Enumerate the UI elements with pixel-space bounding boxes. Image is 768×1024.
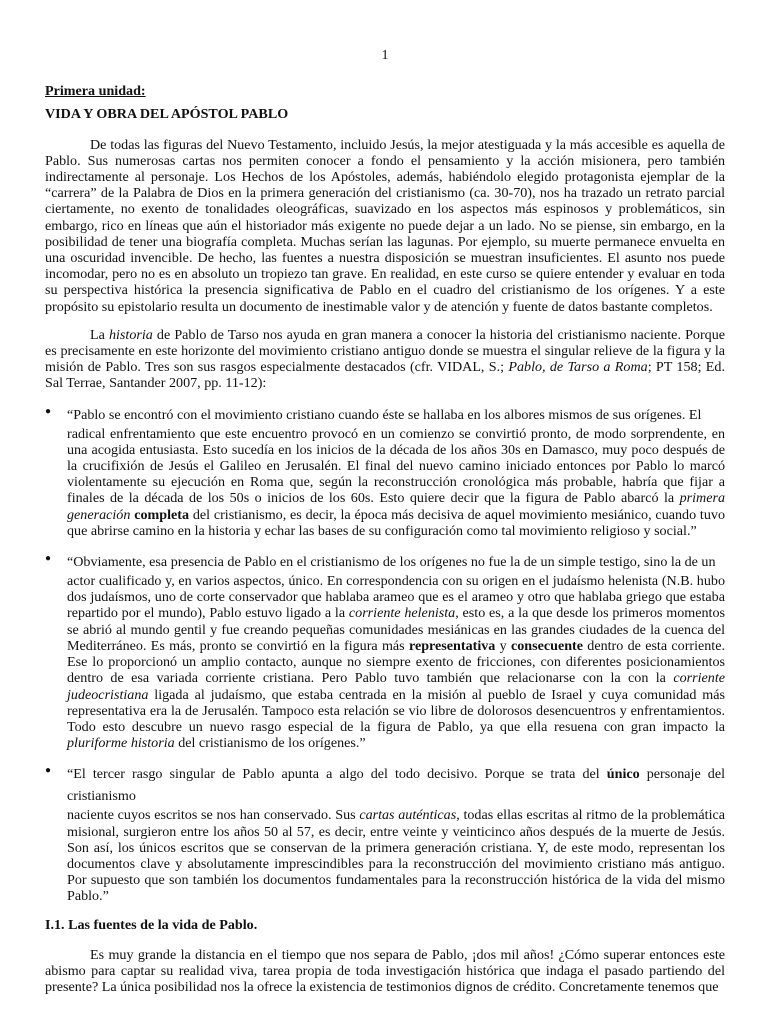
book-title-citation: Pablo, de Tarso a Roma xyxy=(508,359,648,376)
text-run: La xyxy=(90,326,109,343)
intro-paragraph: De todas las figuras del Nuevo Testamento, incluido Jesús, la mejor atestiguada y la más accesible es aquella de Pablo. Sus numerosas cartas nos permiten conocer a fondo el pensamiento y la acción misionera, pero también indirectamente al personaje. Los Hechos de los Apóstoles, además, habiéndolo elegido protagonista ejemplar de la “carrera” de la Palabra de Dios en la primera generación del cristianismo (ca. 30-70), nos ha trazado un retrato parcial ciertamente, no exento de tonalidades oleográficas, suavizado en los aspectos más espinosos y problemáticos, sin embargo, rico en líneas que aún el historiador más exigente no puede dejar a un lado. No se piense, sin embargo, en la posibilidad de tener una biografía completa. Muchas serían las lagunas. Por ejemplo, su muerte permanece envuelta en una oscuridad invencible. De hecho, las fuentes a nuestra disposición se muestran insuficientes. El asunto nos puede incomodar, pero no es en absoluto un tropiezo tan grave. En realidad, en este curso se quiere entender y evaluar en toda su perspectiva histórica la presencia significativa de Pablo en el cuadro del cristianismo de los orígenes. Y a este propósito su epistolario resulta un documento de inestimable valor y de atención y fuente de datos bastante completos. xyxy=(45,136,725,315)
text-run: del cristianismo de los orígenes.” xyxy=(174,735,366,752)
text-run: “El tercer rasgo singular de Pablo apunta a algo del todo decisivo. Porque se trata del xyxy=(67,766,607,783)
italic-term: pluriforme historia xyxy=(67,735,175,752)
bullet-icon: ● xyxy=(45,405,52,417)
document-title: VIDA Y OBRA DEL APÓSTOL PABLO xyxy=(45,106,289,123)
text-run: naciente cuyos escritos se nos han conservado. Sus xyxy=(67,807,360,824)
section-heading: I.1. Las fuentes de la vida de Pablo. xyxy=(45,916,258,933)
bullet-icon: ● xyxy=(45,553,52,565)
text-run: , esto es, a la que desde los primeros momentos se abrió al mundo gentil y fue creando pequeñas comunidades mesiánicas en las grandes ciudades de la cuenca del Mediterráneo. Es más, pronto se convirtió en la figura más xyxy=(67,605,725,654)
italic-term: cartas auténticas xyxy=(359,807,457,824)
italic-term: corriente helenista xyxy=(348,605,456,622)
quote-item-second xyxy=(45,551,725,751)
bold-term: representativa xyxy=(408,637,496,654)
italic-term-historia: historia xyxy=(108,326,153,343)
quote-item-third xyxy=(45,763,725,904)
page-number: 1 xyxy=(381,47,389,63)
unit-heading: Primera unidad: xyxy=(45,83,146,100)
quote-lead-line: “Pablo se encontró con el movimiento cristiano cuando éste se hallaba en los albores mismos de sus orígenes. El xyxy=(67,406,702,423)
quote-body xyxy=(67,426,725,539)
text-run: actor cualificado y, en varios aspectos, único. En correspondencia con su origen en el judaísmo helenista (N.B. hubo dos judaísmos, uno de corte conservador que hablaba arameo que es el arameo y otro que hablaba griego que estaba repartido por el mundo), Pablo estuvo ligado a la xyxy=(67,573,725,622)
text-run: de Pablo de Tarso nos ayuda en gran manera a conocer la historia del cristianismo naciente. Porque es precisamente en este horizonte del movimiento cristiano antiguo donde se muestra el singular relieve de la figura y la misión de Pablo. Tres son sus rasgos especialmente destacados (cfr. VIDAL, S.; xyxy=(45,326,725,376)
history-paragraph xyxy=(45,327,725,392)
text-run: dentro de esta corriente. Ese lo proporcionó un amplio contacto, aunque no siempre exento de fricciones, con diferentes posicionamientos dentro de esa variada corriente cristiana. Pero Pablo tuvo también que relacionarse con la con la xyxy=(67,637,725,687)
text-run: del cristianismo, es decir, la época más decisiva de aquel movimiento mesiánico, cuando tuvo que abrirse camino en la historia y echar las bases de su configuración como tal movimiento religioso y social.” xyxy=(67,506,725,539)
text-run: radical enfrentamiento que este encuentro provocó en un comienzo se convirtió pronto, de modo sorprendente, en una acogida entusiasta. Esto sucedía en los inicios de la década de los años 30s en Damasco, muy poco después de la crucifixión de Jesús el Galileo en Jerusalén. El final del nuevo camino iniciado entonces por Pablo lo marcó violentamente su ejecución en Roma que, según la reconstrucción cronológica más probable, habría que fijar a finales de la década de los 50s o inicios de los 60s. Esto quiere decir que la figura de Pablo abarcó la xyxy=(67,425,725,507)
sources-paragraph: Es muy grande la distancia en el tiempo que nos separa de Pablo, ¡dos mil años! ¿Cómo superar entonces este abismo para captar su realidad viva, tarea propia de toda investigación histórica que indaga el pasado partiendo del presente? La única posibilidad nos la ofrece la existencia de testimonios dignos de crédito. Concretamente tenemos que xyxy=(45,946,725,996)
quote-lead-line xyxy=(67,763,725,807)
text-run: personaje del cristianismo xyxy=(67,766,725,805)
text-run: , todas ellas escritas al ritmo de la problemática misional, surgieron entre los años 50 al 57, es decir, entre veinte y veinticinco años después de la muerte de Jesús. Son así, los únicos escritos que se conservan de la primera generación cristiana. Y, de este modo, representan los documentos clave y absolutamente imprescindibles para la reconstrucción del movimiento cristiano más antiguo. Por supuesto que son también los documentos fundamentales para la reconstrucción histórica de la vida del mismo Pablo.” xyxy=(67,807,725,905)
bold-term: consecuente xyxy=(510,637,583,654)
italic-term: primera generación xyxy=(67,490,725,523)
quote-list xyxy=(45,404,725,905)
bold-term: único xyxy=(606,766,640,783)
quote-item-first xyxy=(45,404,725,539)
quote-body xyxy=(67,573,725,751)
italic-term: corriente judeocristiana xyxy=(67,670,725,703)
bullet-icon: ● xyxy=(45,765,52,777)
quote-body xyxy=(67,807,725,904)
quote-lead-line: “Obviamente, esa presencia de Pablo en el cristianismo de los orígenes no fue la de un simple testigo, sino la de un xyxy=(67,554,716,571)
text-run: ; PT 158; Ed. Sal Terrae, Santander 2007, pp. 11-12): xyxy=(45,359,725,392)
text-run: ligada al judaísmo, que estaba centrada en la misión al pueblo de Israel y cuya comunidad más representativa era la de Jerusalén. Tampoco esta relación se vio libre de dolorosos desencuentros y enfrentamientos. Todo esto descubre un nuevo rasgo especial de la figura de Pablo, ya que ella resuena con gran impacto la xyxy=(67,686,725,735)
text-run: y xyxy=(495,637,511,654)
bold-term: completa xyxy=(134,506,190,523)
